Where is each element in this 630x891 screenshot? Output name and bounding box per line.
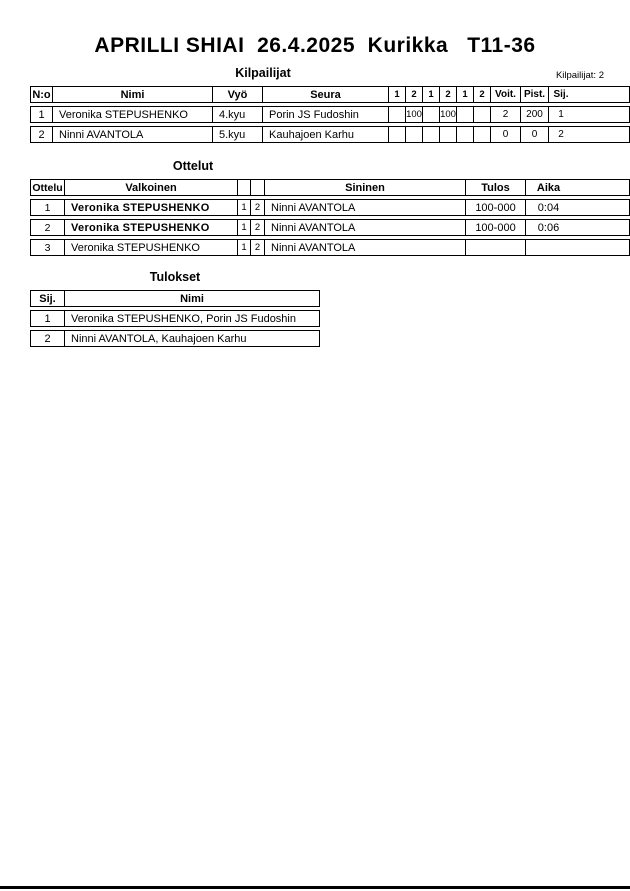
col-header-num1	[238, 180, 251, 195]
col-header-seura: Seura	[263, 87, 389, 102]
ottelut-heading: Ottelut	[172, 159, 214, 173]
cell-score-6	[474, 127, 491, 142]
cell-vyo: 5.kyu	[213, 127, 263, 142]
table-row	[30, 239, 630, 256]
col-header-score-4: 2	[440, 87, 457, 102]
ottelut-header-row	[30, 179, 630, 196]
cell-num2: 2	[251, 220, 265, 235]
cell-score-5	[457, 127, 474, 142]
cell-no: 1	[31, 107, 53, 122]
col-header-sininen: Sininen	[265, 180, 466, 195]
kilpailijat-count: Kilpailijat: 2	[555, 70, 604, 81]
kilpailijat-heading: Kilpailijat	[235, 66, 291, 80]
kilpailijat-table	[30, 86, 630, 143]
cell-tulos: 100-000	[466, 220, 526, 235]
table-row	[30, 106, 630, 123]
cell-tulos	[466, 240, 526, 255]
cell-score-4	[440, 127, 457, 142]
col-header-vyo: Vyö	[213, 87, 263, 102]
cell-sij: 1	[558, 109, 564, 120]
kilpailijat-header-row	[30, 86, 630, 103]
cell-num2: 2	[251, 240, 265, 255]
cell-ottelu: 3	[31, 240, 65, 255]
col-header-score-2: 2	[406, 87, 423, 102]
tulokset-heading: Tulokset	[149, 270, 201, 284]
cell-pist: 0	[521, 127, 549, 142]
cell-score-3	[423, 107, 440, 122]
cell-sij: 1	[31, 311, 65, 326]
cell-score-5	[457, 107, 474, 122]
cell-aika: 0:04	[537, 201, 560, 214]
cell-pist: 200	[521, 107, 549, 122]
col-header-score-6: 2	[474, 87, 491, 102]
cell-sij: 2	[31, 331, 65, 346]
col-header-num2	[251, 180, 265, 195]
table-row	[30, 126, 630, 143]
cell-ottelu: 2	[31, 220, 65, 235]
col-header-tulos: Tulos	[466, 180, 526, 195]
cell-nimi: Veronika STEPUSHENKO, Porin JS Fudoshin	[71, 312, 296, 325]
tulokset-table	[30, 290, 630, 347]
col-header-score-1: 1	[389, 87, 406, 102]
col-header-ottelu: Ottelu	[31, 180, 65, 195]
cell-num2: 2	[251, 200, 265, 215]
cell-nimi: Ninni AVANTOLA, Kauhajoen Karhu	[71, 332, 247, 345]
ottelut-table	[30, 179, 630, 256]
cell-sij: 2	[558, 129, 564, 140]
cell-aika	[526, 240, 571, 255]
cell-score-2	[406, 127, 423, 142]
cell-score-2: 100	[406, 109, 422, 120]
cell-score-4: 100	[440, 109, 456, 120]
table-row	[30, 199, 630, 216]
cell-sininen: Ninni AVANTOLA	[265, 200, 466, 215]
cell-nimi: Veronika STEPUSHENKO	[53, 107, 213, 122]
cell-num1: 1	[238, 240, 251, 255]
cell-sininen: Ninni AVANTOLA	[265, 240, 466, 255]
col-header-no: N:o	[31, 87, 53, 102]
tulokset-header-row	[30, 290, 320, 307]
col-header-sij: Sij.	[553, 89, 569, 100]
col-header-nimi: Nimi	[180, 292, 204, 305]
cell-score-1	[389, 127, 406, 142]
cell-aika: 0:06	[537, 221, 560, 234]
col-header-valkoinen: Valkoinen	[65, 180, 238, 195]
cell-score-6	[474, 107, 491, 122]
cell-valkoinen: Veronika STEPUSHENKO	[65, 240, 238, 255]
col-header-nimi: Nimi	[53, 87, 213, 102]
cell-nimi: Ninni AVANTOLA	[53, 127, 213, 142]
cell-no: 2	[31, 127, 53, 142]
cell-voit: 2	[491, 107, 521, 122]
col-header-score-3: 1	[423, 87, 440, 102]
cell-valkoinen: Veronika STEPUSHENKO	[65, 220, 238, 235]
cell-voit: 0	[491, 127, 521, 142]
cell-num1: 1	[238, 220, 251, 235]
table-row	[30, 330, 320, 347]
cell-valkoinen: Veronika STEPUSHENKO	[65, 200, 238, 215]
table-row	[30, 310, 320, 327]
cell-sininen: Ninni AVANTOLA	[265, 220, 466, 235]
cell-num1: 1	[238, 200, 251, 215]
col-header-voit: Voit.	[491, 87, 521, 102]
col-header-score-5: 1	[457, 87, 474, 102]
cell-score-1	[389, 107, 406, 122]
col-header-sij: Sij.	[31, 291, 65, 306]
cell-seura: Kauhajoen Karhu	[263, 127, 389, 142]
cell-vyo: 4.kyu	[213, 107, 263, 122]
cell-seura: Porin JS Fudoshin	[263, 107, 389, 122]
col-header-pist: Pist.	[521, 87, 549, 102]
col-header-aika: Aika	[536, 181, 561, 194]
table-row	[30, 219, 630, 236]
page-bottom-edge	[0, 886, 630, 889]
cell-score-3	[423, 127, 440, 142]
page-title: APRILLI SHIAI 26.4.2025 Kurikka T11-36	[94, 34, 536, 57]
cell-ottelu: 1	[31, 200, 65, 215]
cell-tulos: 100-000	[466, 200, 526, 215]
